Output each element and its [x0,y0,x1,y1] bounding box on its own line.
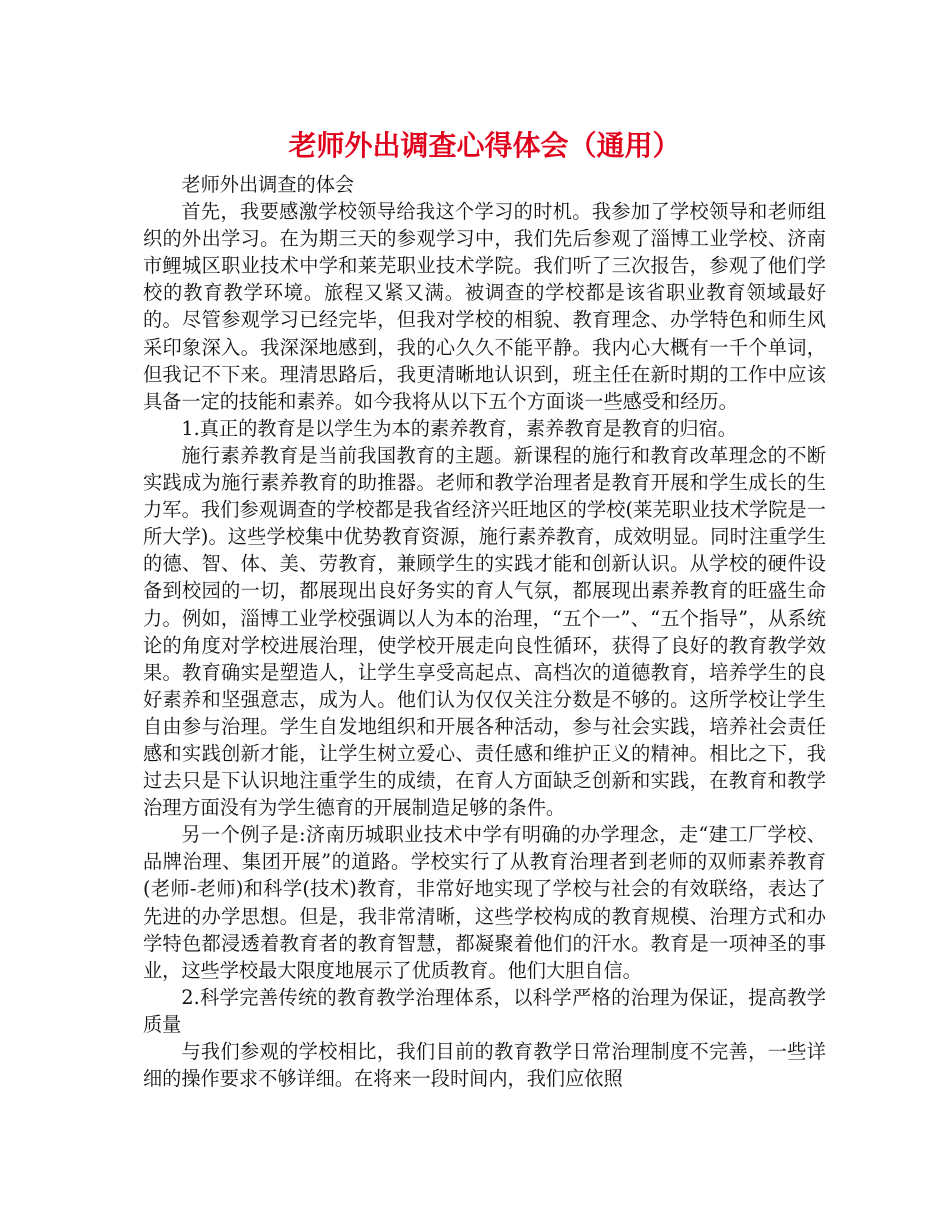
document-page [143,126,826,1092]
paragraph-subtitle: 老师外出调查的体会 [181,173,355,196]
paragraph-heading-2: 2.科学完善传统的教育教学治理体系，以科学严格的治理为保证，提高教学质量 [143,985,826,1036]
paragraph-management: 与我们参观的学校相比，我们目前的教育教学日常治理制度不完善，一些详细的操作要求不够详细。在将来一段时间内，我们应依照 [143,1040,826,1091]
paragraph-heading-1: 1.真正的教育是以学生为本的素养教育，素养教育是教育的归宿。 [181,416,737,440]
paragraph-quality-education: 施行素养教育是当前我国教育的主题。新课程的施行和教育改革理念的不断实践成为施行素养教育的助推器。老师和教学治理者是教育开展和学生成长的生力军。我们参观调查的学校都是我省经济兴旺地区的学校(莱芜职业技术学院是一所大学)。这些学校集中优势教育资源，施行素养教育，成效明显。同时注重学生的德、智、体、美、劳教育，兼顾学生的实践才能和创新认识。从学校的硬件设备到校园的一切，都展现出良好务实的育人气氛，都展现出素养教育的旺盛生命力。例如，淄博工业学校强调以人为本的治理，“五个一”、“五个指导”，从系统论的角度对学校进展治理，使学校开展走向良性循环，获得了良好的教育教学效果。教育确实是塑造人，让学生享受高起点、高档次的道德教育，培养学生的良好素养和坚强意志，成为人。他们认为仅仅关注分数是不够的。这所学校让学生自由参与治理。学生自发地组织和开展各种活动，参与社会实践，培养社会责任感和实践创新才能，让学生树立爱心、责任感和维护正义的精神。相比之下，我过去只是下认识地注重学生的成绩，在育人方面缺乏创新和实践，在教育和教学治理方面没有为学生德育的开展制造足够的条件。 [143,443,826,820]
paragraph-second-example: 另一个例子是:济南历城职业技术中学有明确的办学理念，走“建工厂学校、品牌治理、集团开展”的道路。学校实行了从教育治理者到老师的双师素养教育(老师-老师)和科学(技术)教育，非常好地实现了学校与社会的有效联络，表达了先进的办学思想。但是，我非常清晰，这些学校构成的教育规模、治理方式和办学特色都浸透着教育者的教育智慧，都凝聚着他们的汗水。教育是一项神圣的事业，这些学校最大限度地展示了优质教育。他们大胆自信。 [143,823,826,982]
paragraph-intro: 首先，我要感激学校领导给我这个学习的时机。我参加了学校领导和老师组织的外出学习。在为期三天的参观学习中，我们先后参观了淄博工业学校、济南市鲤城区职业技术中学和莱芜职业技术学院。我们听了三次报告，参观了他们学校的教育教学环境。旅程又紧又满。被调查的学校都是该省职业教育领域最好的。尽管参观学习已经完毕，但我对学校的相貌、教育理念、办学特色和师生风采印象深入。我深深地感到，我的心久久不能平静。我内心大概有一千个单词，但我记不下来。理清思路后，我更清晰地认识到，班主任在新时期的工作中应该具备一定的技能和素养。如今我将从以下五个方面谈一些感受和经历。 [143,200,826,413]
document-title: 老师外出调查心得体会（通用） [288,129,681,162]
